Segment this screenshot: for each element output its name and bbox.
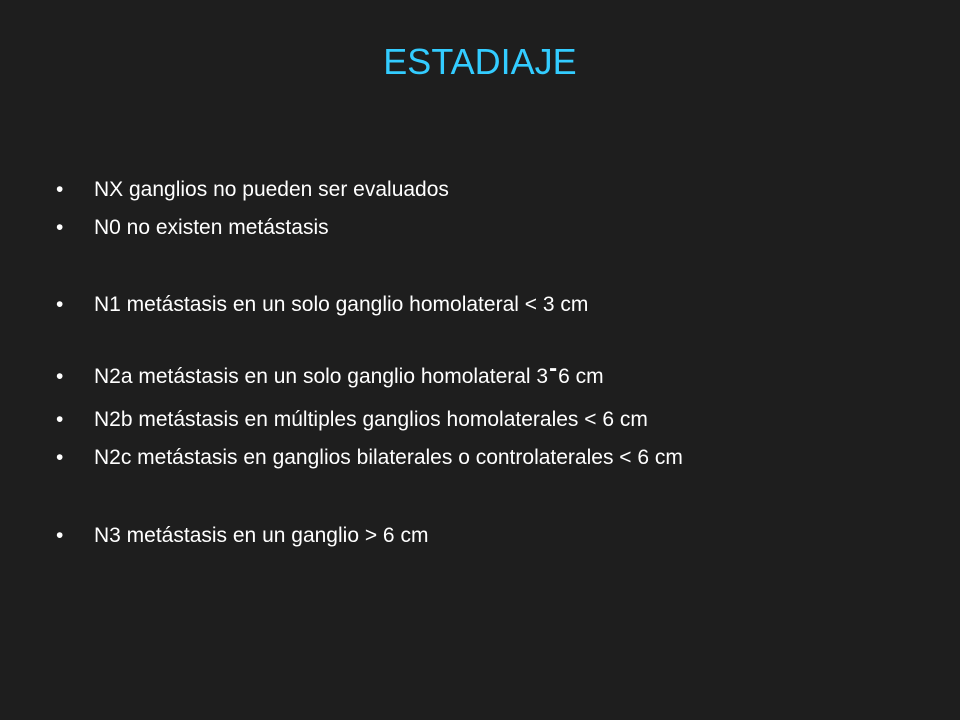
bullet-text: N3 metástasis en un ganglio > 6 cm bbox=[94, 524, 429, 547]
bullet-text-suffix: 6 cm bbox=[558, 365, 604, 388]
bullet-item-n0 bbox=[56, 214, 329, 242]
bullet-text: N1 metástasis en un solo ganglio homolateral < 3 cm bbox=[94, 293, 589, 316]
bullet-text: NX ganglios no pueden ser evaluados bbox=[94, 178, 449, 201]
bullet-icon: • bbox=[56, 446, 64, 469]
bullet-item-n1 bbox=[56, 291, 588, 319]
bullet-text: N0 no existen metástasis bbox=[94, 216, 329, 239]
bullet-icon: • bbox=[56, 524, 64, 547]
bullet-icon: • bbox=[56, 293, 64, 316]
bullet-item-nx bbox=[56, 176, 449, 204]
bullet-item-n2c bbox=[56, 444, 683, 472]
bullet-item-n2b bbox=[56, 406, 648, 434]
bullet-text: N2b metástasis en múltiples ganglios homolaterales < 6 cm bbox=[94, 408, 648, 431]
bullet-item-n2a bbox=[56, 355, 604, 391]
bullet-text: N2a metástasis en un solo ganglio homolateral 3 bbox=[94, 365, 549, 388]
slide-title: ESTADIAJE bbox=[383, 41, 577, 82]
bullet-item-n3 bbox=[56, 522, 428, 550]
bullet-icon: • bbox=[56, 178, 64, 201]
bullet-text: N2c metástasis en ganglios bilaterales o controlaterales < 6 cm bbox=[94, 446, 683, 469]
range-dash: - bbox=[549, 355, 558, 382]
bullet-icon: • bbox=[56, 365, 64, 388]
bullet-icon: • bbox=[56, 408, 64, 431]
bullet-icon: • bbox=[56, 216, 64, 239]
